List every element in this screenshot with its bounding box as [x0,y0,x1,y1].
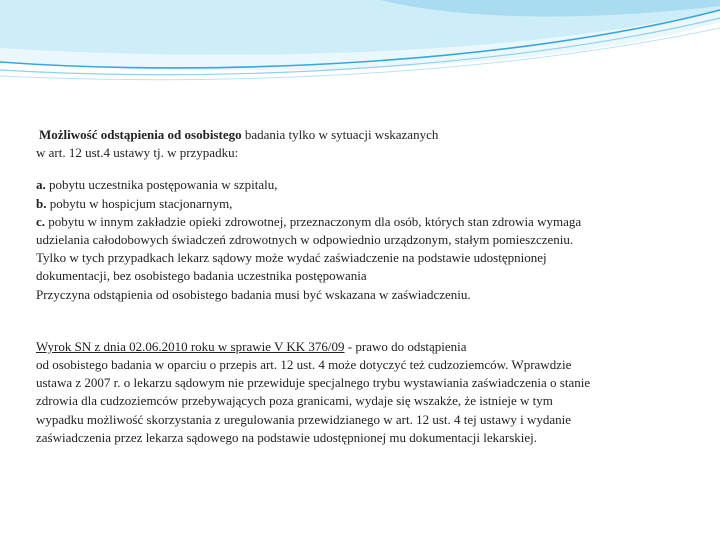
intro-paragraph [36,126,686,162]
ruling-link[interactable]: Wyrok SN z dnia 02.06.2010 roku w sprawie V KK 376/09 [36,338,345,354]
decorative-wave-header [0,0,720,90]
ruling-paragraph [36,338,686,447]
ruling-line: ustawa z 2007 r. o lekarzu sądowym nie przewiduje specjalnego trybu wystawiania zaświadczenia o stanie [36,375,591,391]
cases-list [36,176,686,303]
list-item-continuation: udzielania całodobowych świadczeń zdrowotnych w odpowiednio urządzonym, stałym pomieszczeniu. [36,232,574,248]
ruling-line: od osobistego badania w oparciu o przepis art. 12 ust. 4 może dotyczyć też cudzoziemców. Wprawdzie [36,357,572,373]
intro-rest: badania tylko w sytuacji wskazanych [241,127,439,142]
note-line: dokumentacji, bez osobistego badania uczestnika postępowania [36,268,367,284]
ruling-line: zdrowia dla cudzoziemców przebywających poza granicami, wydaje się wszakże, że istnieje w tym [36,393,553,409]
list-item: c. pobytu w innym zakładzie opieki zdrowotnej, przeznaczonym dla osób, których stan zdrowia wymaga [36,213,582,229]
ruling-line: zaświadczenia przez lekarza sądowego na podstawie udostępnionej mu dokumentacji lekarskiej. [36,429,538,445]
note-line: Tylko w tych przypadkach lekarz sądowy może wydać zaświadczenie na podstawie udostępnionej [36,250,547,266]
note-line: Przyczyna odstąpienia od osobistego badania musi być wskazana w zaświadczeniu. [36,286,471,302]
ruling-line: wypadku możliwość skorzystania z uregulowania przewidzianego w art. 12 ust. 4 tej ustawy i wydanie [36,411,572,427]
list-item: b. pobytu w hospicjum stacjonarnym, [36,195,233,211]
list-item: a. pobytu uczestnika postępowania w szpitalu, [36,177,278,193]
document-body [36,126,686,447]
intro-line-2: w art. 12 ust.4 ustawy tj. w przypadku: [36,145,239,161]
ruling-rest: - prawo do odstąpienia [344,338,467,354]
intro-bold: Możliwość odstąpienia od osobistego [39,127,242,142]
